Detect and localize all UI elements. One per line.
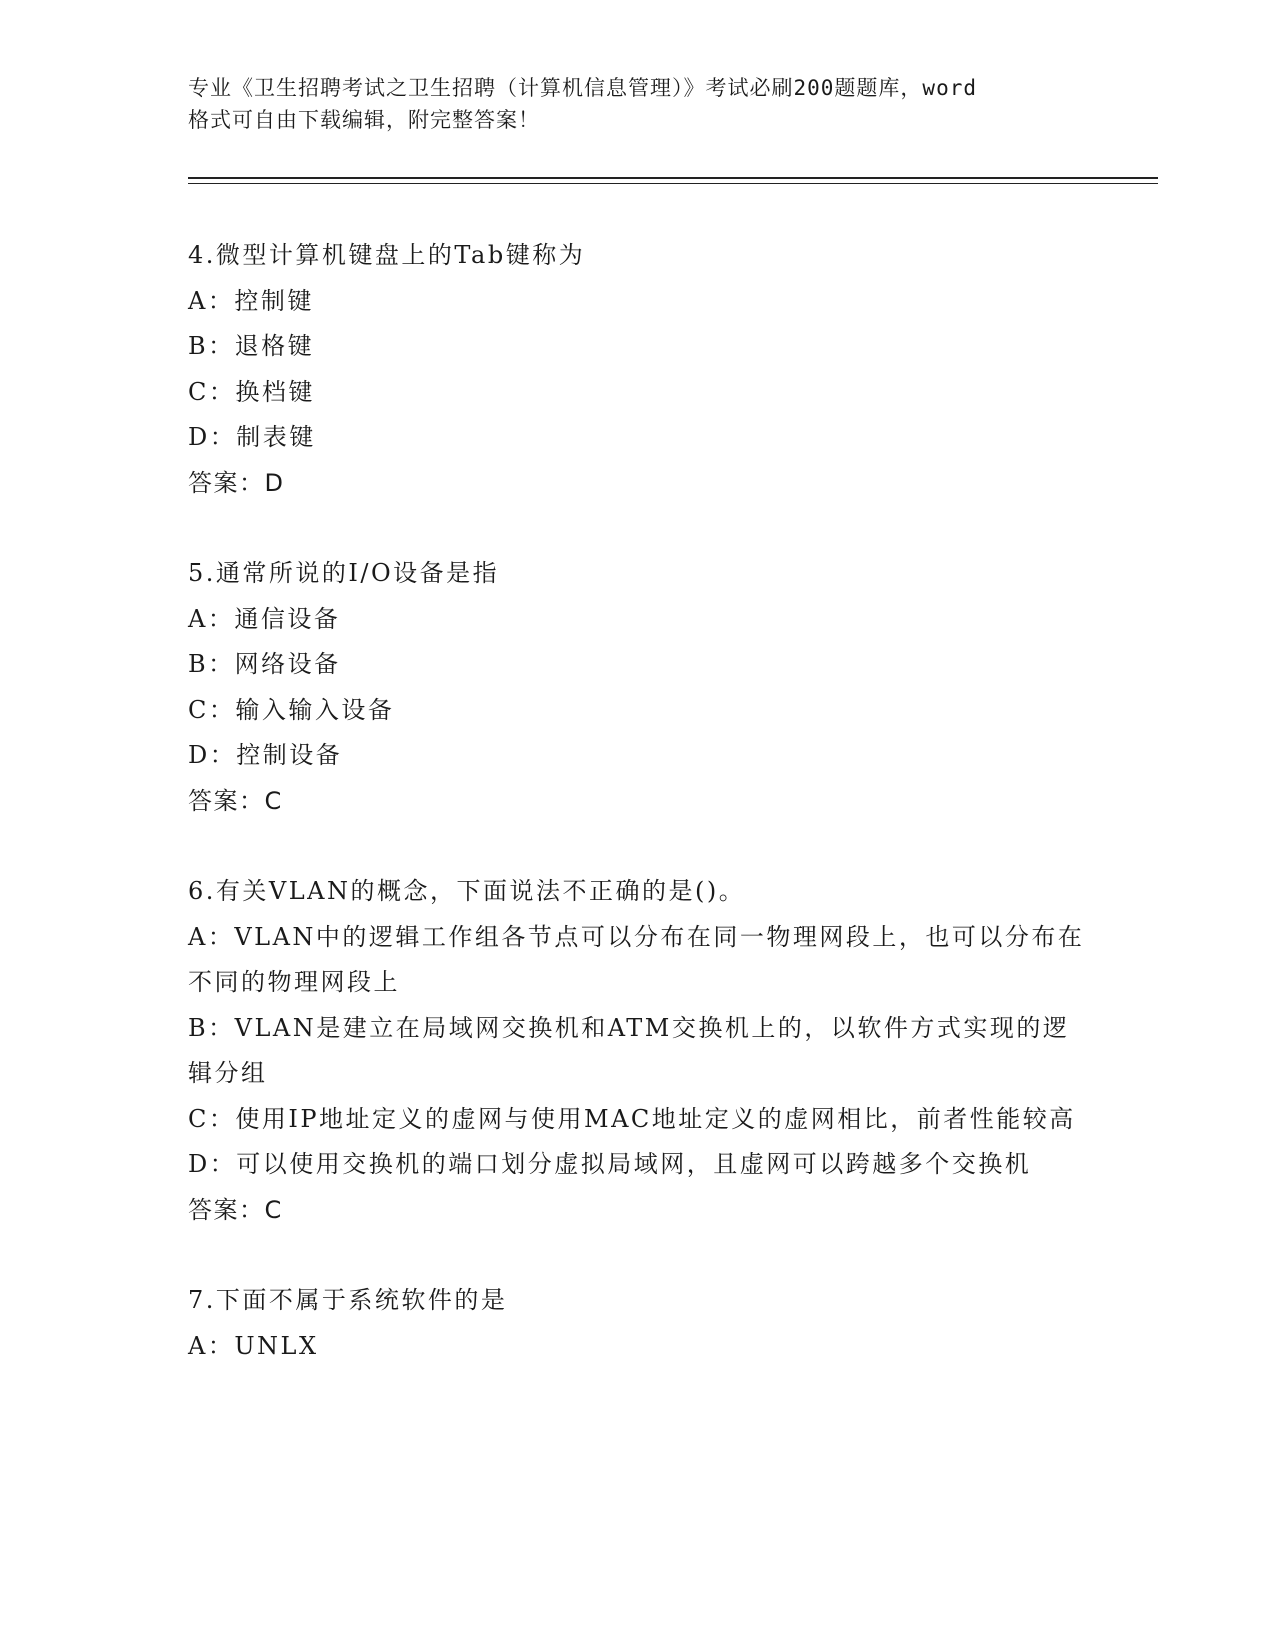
question-stem: 6.有关VLAN的概念，下面说法不正确的是()。 xyxy=(188,877,746,905)
option-a: A：通信设备 xyxy=(188,604,341,633)
question-list xyxy=(188,233,1088,1414)
header-divider-thin xyxy=(188,183,1158,184)
answer: 答案：D xyxy=(188,468,285,497)
header-line-1: 专业《卫生招聘考试之卫生招聘（计算机信息管理）》考试必刷200题题库，word xyxy=(188,76,977,100)
answer: 答案：C xyxy=(188,1195,283,1224)
option-c: C：输入输入设备 xyxy=(188,695,395,724)
question-5 xyxy=(188,551,1088,824)
option-b: B：VLAN是建立在局域网交换机和ATM交换机上的，以软件方式实现的逻辑分组 xyxy=(188,1013,1070,1087)
option-c: C：换档键 xyxy=(188,377,315,406)
option-d: D：控制设备 xyxy=(188,741,343,769)
option-b: B：退格键 xyxy=(188,332,315,360)
option-c: C：使用IP地址定义的虚网与使用MAC地址定义的虚网相比，前者性能较高 xyxy=(188,1104,1076,1133)
question-stem: 4.微型计算机键盘上的Tab键称为 xyxy=(188,241,586,269)
option-a: A：UNLX xyxy=(188,1331,319,1360)
document-header xyxy=(188,72,1088,136)
question-4 xyxy=(188,233,1088,506)
option-b: B：网络设备 xyxy=(188,650,341,678)
question-stem: 7.下面不属于系统软件的是 xyxy=(188,1286,508,1314)
header-divider-thick xyxy=(188,177,1158,179)
question-7 xyxy=(188,1278,1088,1369)
option-a: A：VLAN中的逻辑工作组各节点可以分布在同一物理网段上，也可以分布在不同的物理网段上 xyxy=(188,922,1085,996)
question-stem: 5.通常所说的I/O设备是指 xyxy=(188,559,500,587)
question-6 xyxy=(188,869,1088,1233)
answer: 答案：C xyxy=(188,786,283,815)
header-line-2: 格式可自由下载编辑，附完整答案！ xyxy=(188,108,540,132)
option-d: D：可以使用交换机的端口划分虚拟局域网，且虚网可以跨越多个交换机 xyxy=(188,1150,1032,1178)
option-a: A：控制键 xyxy=(188,286,314,315)
option-d: D：制表键 xyxy=(188,423,316,451)
